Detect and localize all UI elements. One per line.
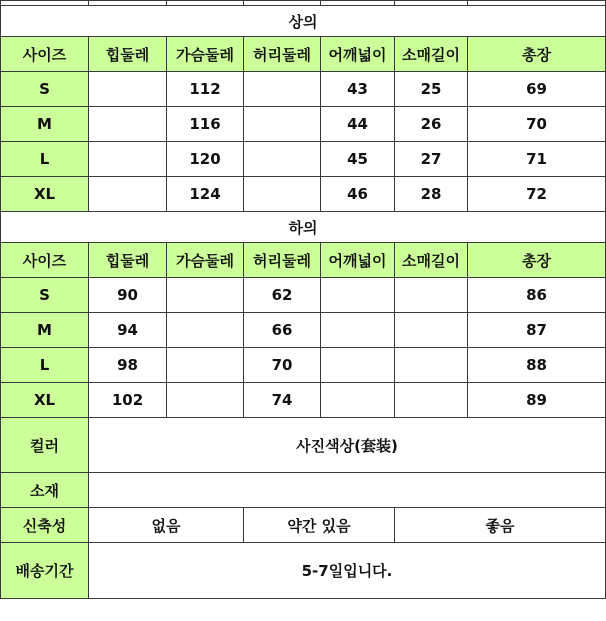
sleeve-cell: 26 bbox=[395, 107, 468, 142]
hip-cell bbox=[89, 72, 167, 107]
waist-cell: 66 bbox=[244, 313, 321, 348]
waist-cell: 74 bbox=[244, 383, 321, 418]
hip-cell: 90 bbox=[89, 278, 167, 313]
sleeve-cell bbox=[395, 278, 468, 313]
table-row bbox=[1, 278, 606, 313]
size-cell: M bbox=[1, 107, 89, 142]
hip-cell bbox=[89, 142, 167, 177]
sleeve-cell bbox=[395, 383, 468, 418]
size-cell: S bbox=[1, 278, 89, 313]
color-label: 컬러 bbox=[1, 418, 89, 473]
waist-cell bbox=[244, 72, 321, 107]
table-row bbox=[1, 313, 606, 348]
table-row bbox=[1, 72, 606, 107]
waist-cell: 70 bbox=[244, 348, 321, 383]
size-cell: L bbox=[1, 142, 89, 177]
shoulder-cell bbox=[321, 313, 395, 348]
chest-cell: 112 bbox=[167, 72, 244, 107]
length-cell: 71 bbox=[468, 142, 606, 177]
sleeve-cell: 25 bbox=[395, 72, 468, 107]
color-row bbox=[1, 418, 606, 473]
stretch-option-good: 좋음 bbox=[395, 508, 606, 543]
header-size: 사이즈 bbox=[1, 243, 89, 278]
table-row bbox=[1, 177, 606, 212]
chest-cell: 116 bbox=[167, 107, 244, 142]
length-cell: 89 bbox=[468, 383, 606, 418]
header-length: 총장 bbox=[468, 37, 606, 72]
chest-cell bbox=[167, 313, 244, 348]
sleeve-cell bbox=[395, 313, 468, 348]
header-chest: 가슴둘레 bbox=[167, 37, 244, 72]
shipping-value: 5-7일입니다. bbox=[89, 543, 606, 599]
top-header-row bbox=[1, 37, 606, 72]
size-cell: XL bbox=[1, 383, 89, 418]
chest-cell bbox=[167, 383, 244, 418]
chest-cell bbox=[167, 278, 244, 313]
chest-cell: 124 bbox=[167, 177, 244, 212]
length-cell: 86 bbox=[468, 278, 606, 313]
length-cell: 87 bbox=[468, 313, 606, 348]
hip-cell bbox=[89, 107, 167, 142]
sleeve-cell: 27 bbox=[395, 142, 468, 177]
size-cell: L bbox=[1, 348, 89, 383]
header-length: 총장 bbox=[468, 243, 606, 278]
chest-cell: 120 bbox=[167, 142, 244, 177]
stretch-option-none: 없음 bbox=[89, 508, 244, 543]
hip-cell: 102 bbox=[89, 383, 167, 418]
table-row bbox=[1, 142, 606, 177]
stretch-row bbox=[1, 508, 606, 543]
shoulder-cell bbox=[321, 278, 395, 313]
size-cell: M bbox=[1, 313, 89, 348]
color-value: 사진색상(套装) bbox=[89, 418, 606, 473]
length-cell: 69 bbox=[468, 72, 606, 107]
waist-cell: 62 bbox=[244, 278, 321, 313]
header-hip: 힙둘레 bbox=[89, 37, 167, 72]
table-row bbox=[1, 383, 606, 418]
header-waist: 허리둘레 bbox=[244, 37, 321, 72]
shoulder-cell: 46 bbox=[321, 177, 395, 212]
header-waist: 허리둘레 bbox=[244, 243, 321, 278]
header-shoulder: 어깨넓이 bbox=[321, 243, 395, 278]
material-label: 소재 bbox=[1, 473, 89, 508]
header-sleeve: 소매길이 bbox=[395, 243, 468, 278]
sleeve-cell bbox=[395, 348, 468, 383]
shipping-label: 배송기간 bbox=[1, 543, 89, 599]
header-sleeve: 소매길이 bbox=[395, 37, 468, 72]
top-section-title: 상의 bbox=[1, 6, 606, 37]
shipping-row bbox=[1, 543, 606, 599]
waist-cell bbox=[244, 177, 321, 212]
table-row bbox=[1, 348, 606, 383]
material-value bbox=[89, 473, 606, 508]
stretch-option-slight: 약간 있음 bbox=[244, 508, 395, 543]
chest-cell bbox=[167, 348, 244, 383]
shoulder-cell: 44 bbox=[321, 107, 395, 142]
bottom-section-title: 하의 bbox=[1, 212, 606, 243]
material-row bbox=[1, 473, 606, 508]
table-row bbox=[1, 107, 606, 142]
shoulder-cell bbox=[321, 348, 395, 383]
header-shoulder: 어깨넓이 bbox=[321, 37, 395, 72]
size-cell: XL bbox=[1, 177, 89, 212]
hip-cell bbox=[89, 177, 167, 212]
shoulder-cell bbox=[321, 383, 395, 418]
header-size: 사이즈 bbox=[1, 37, 89, 72]
length-cell: 88 bbox=[468, 348, 606, 383]
shoulder-cell: 43 bbox=[321, 72, 395, 107]
sleeve-cell: 28 bbox=[395, 177, 468, 212]
waist-cell bbox=[244, 107, 321, 142]
header-hip: 힙둘레 bbox=[89, 243, 167, 278]
length-cell: 70 bbox=[468, 107, 606, 142]
length-cell: 72 bbox=[468, 177, 606, 212]
header-chest: 가슴둘레 bbox=[167, 243, 244, 278]
bottom-section-title-row bbox=[1, 212, 606, 243]
hip-cell: 98 bbox=[89, 348, 167, 383]
top-section-title-row bbox=[1, 6, 606, 37]
size-cell: S bbox=[1, 72, 89, 107]
bottom-header-row bbox=[1, 243, 606, 278]
stretch-label: 신축성 bbox=[1, 508, 89, 543]
hip-cell: 94 bbox=[89, 313, 167, 348]
shoulder-cell: 45 bbox=[321, 142, 395, 177]
waist-cell bbox=[244, 142, 321, 177]
